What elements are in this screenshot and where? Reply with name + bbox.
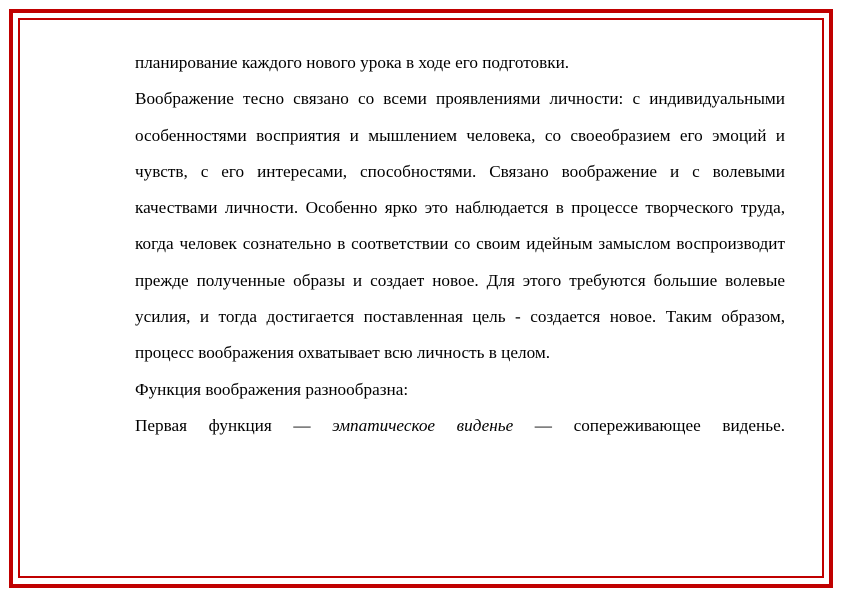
paragraph-imagination: Воображение тесно связано со всеми проявлениями личности: с индивидуальными особенностями восприятия и мышлением человека, со своеобразием его эмоций и чувств, с его интересами, способностями. Связано воображение и с волевыми качествами личности. Особенно ярко это наблюдается в процессе творческого труда, когда человек сознательно в соответствии со своим идейным замыслом воспроизводит прежде полученные образы и создает новое. Для этого требуются большие волевые усилия, и тогда достигается поставленная цель - создается новое. Таким образом, процесс воображения охватывает всю личность в целом. — [135, 89, 785, 363]
paragraph-first-function — [135, 408, 785, 444]
paragraph-functions: Функция воображения разнообразна: — [135, 379, 409, 399]
first-function-suffix: — сопереживающее виденье. — [513, 415, 785, 435]
document-body — [135, 45, 785, 444]
first-function-prefix: Первая функция — — [135, 415, 333, 435]
continuation-line: планирование каждого нового урока в ходе его подготовки. — [135, 53, 570, 72]
empathic-vision-term: эмпатическое виденье — [332, 415, 514, 435]
